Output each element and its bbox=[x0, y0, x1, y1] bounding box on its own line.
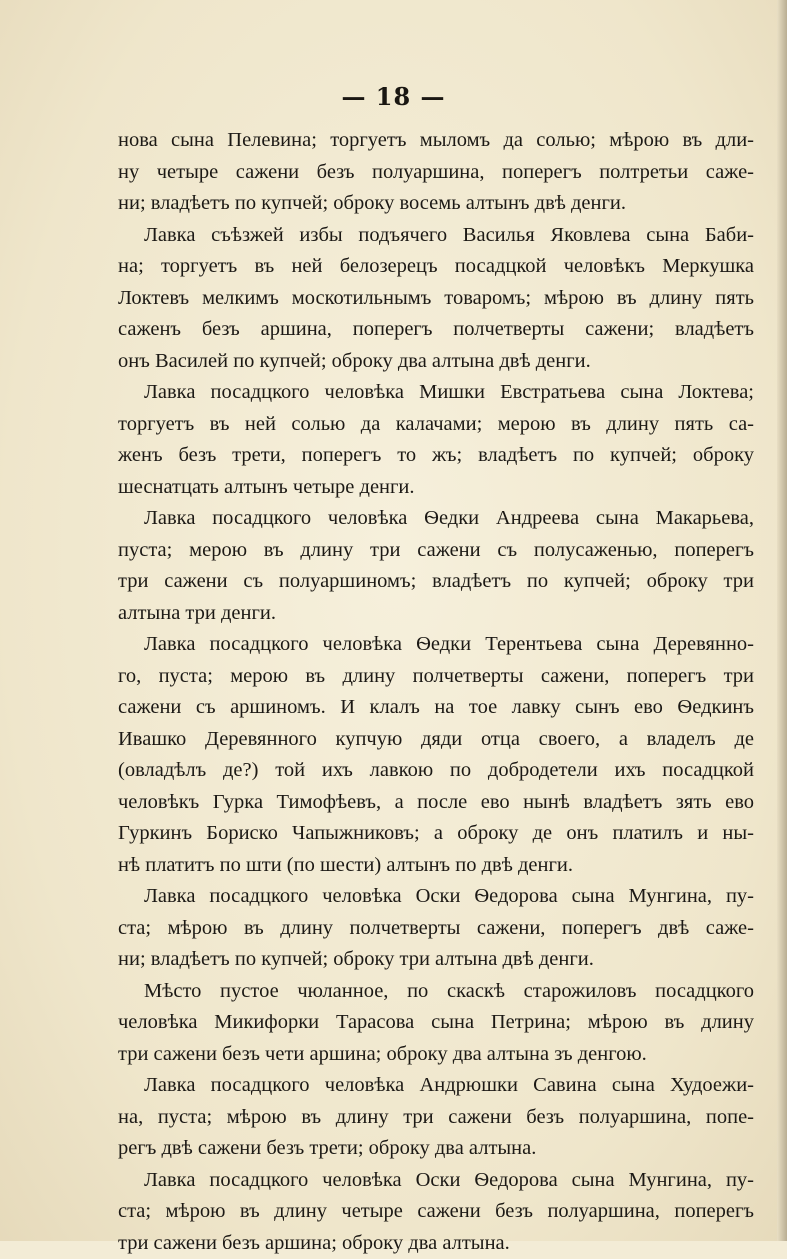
text-line: (овладѣлъ де?) той ихъ лавкою по добродетели ихъ посадцкой bbox=[118, 755, 754, 787]
text-line: Локтевъ мелкимъ москотильнымъ товаромъ; мѣрою въ длину пять bbox=[118, 283, 754, 315]
text-line: онъ Василей по купчей; оброку два алтына двѣ денги. bbox=[118, 346, 754, 378]
text-line: три сажени съ полуаршиномъ; владѣетъ по купчей; оброку три bbox=[118, 566, 754, 598]
text-line: женъ безъ трети, поперегъ то жъ; владѣетъ по купчей; оброку bbox=[118, 440, 754, 472]
text-line: Лавка посадцкого человѣка Оски Ѳедорова сына Мунгина, пу- bbox=[118, 881, 754, 913]
text-line: Лавка съѣзжей избы подъячего Василья Яковлева сына Баби- bbox=[118, 220, 754, 252]
page-body-text bbox=[118, 125, 754, 1259]
text-line: ста; мѣрою въ длину полчетверты сажени, поперегъ двѣ саже- bbox=[118, 913, 754, 945]
text-line: ни; владѣетъ по купчей; оброку восемь алтынъ двѣ денги. bbox=[118, 188, 754, 220]
text-line: Лавка посадцкого человѣка Ѳедки Андреева сына Макарьева, bbox=[118, 503, 754, 535]
text-line: человѣка Микифорки Тарасова сына Петрина; мѣрою въ длину bbox=[118, 1007, 754, 1039]
text-line: на; торгуетъ въ ней белозерецъ посадцкой человѣкъ Меркушка bbox=[118, 251, 754, 283]
text-line: Мѣсто пустое чюланное, по скаскѣ старожиловъ посадцкого bbox=[118, 976, 754, 1008]
text-line: на, пуста; мѣрою въ длину три сажени безъ полуаршина, попе- bbox=[118, 1102, 754, 1134]
text-line: го, пуста; мерою въ длину полчетверты сажени, поперегъ три bbox=[118, 661, 754, 693]
text-line: Лавка посадцкого человѣка Андрюшки Савина сына Худоежи- bbox=[118, 1070, 754, 1102]
page-edge-shadow bbox=[777, 0, 787, 1241]
text-line: регъ двѣ сажени безъ трети; оброку два алтына. bbox=[118, 1133, 754, 1165]
text-line: пуста; мерою въ длину три сажени съ полусаженью, поперегъ bbox=[118, 535, 754, 567]
text-line: нѣ платитъ по шти (по шести) алтынъ по двѣ денги. bbox=[118, 850, 754, 882]
text-line: саженъ безъ аршина, поперегъ полчетверты сажени; владѣетъ bbox=[118, 314, 754, 346]
text-line: человѣкъ Гурка Тимофѣевъ, а после ево нынѣ владѣетъ зять ево bbox=[118, 787, 754, 819]
text-line: алтына три денги. bbox=[118, 598, 754, 630]
text-line: нова сына Пелевина; торгуетъ мыломъ да солью; мѣрою въ дли- bbox=[118, 125, 754, 157]
text-line: три сажени безъ чети аршина; оброку два алтына зъ денгою. bbox=[118, 1039, 754, 1071]
page-number: — 18 — bbox=[0, 82, 787, 111]
text-line: три сажени безъ аршина; оброку два алтына. bbox=[118, 1228, 754, 1259]
text-line: ну четыре сажени безъ полуаршина, поперегъ полтретьи саже- bbox=[118, 157, 754, 189]
text-line: ста; мѣрою въ длину четыре сажени безъ полуаршина, поперегъ bbox=[118, 1196, 754, 1228]
text-line: сажени съ аршиномъ. И клалъ на тое лавку сынъ ево Ѳедкинъ bbox=[118, 692, 754, 724]
text-line: Гуркинъ Бориско Чапыжниковъ; а оброку де онъ платилъ и ны- bbox=[118, 818, 754, 850]
text-line: Лавка посадцкого человѣка Оски Ѳедорова сына Мунгина, пу- bbox=[118, 1165, 754, 1197]
text-line: шеснатцать алтынъ четыре денги. bbox=[118, 472, 754, 504]
text-line: Ивашко Деревянного купчую дяди отца своего, а владелъ де bbox=[118, 724, 754, 756]
text-line: Лавка посадцкого человѣка Ѳедки Терентьева сына Деревянно- bbox=[118, 629, 754, 661]
text-line: торгуетъ въ ней солью да калачами; мерою въ длину пять са- bbox=[118, 409, 754, 441]
text-line: Лавка посадцкого человѣка Мишки Евстратьева сына Локтева; bbox=[118, 377, 754, 409]
text-line: ни; владѣетъ по купчей; оброку три алтына двѣ денги. bbox=[118, 944, 754, 976]
